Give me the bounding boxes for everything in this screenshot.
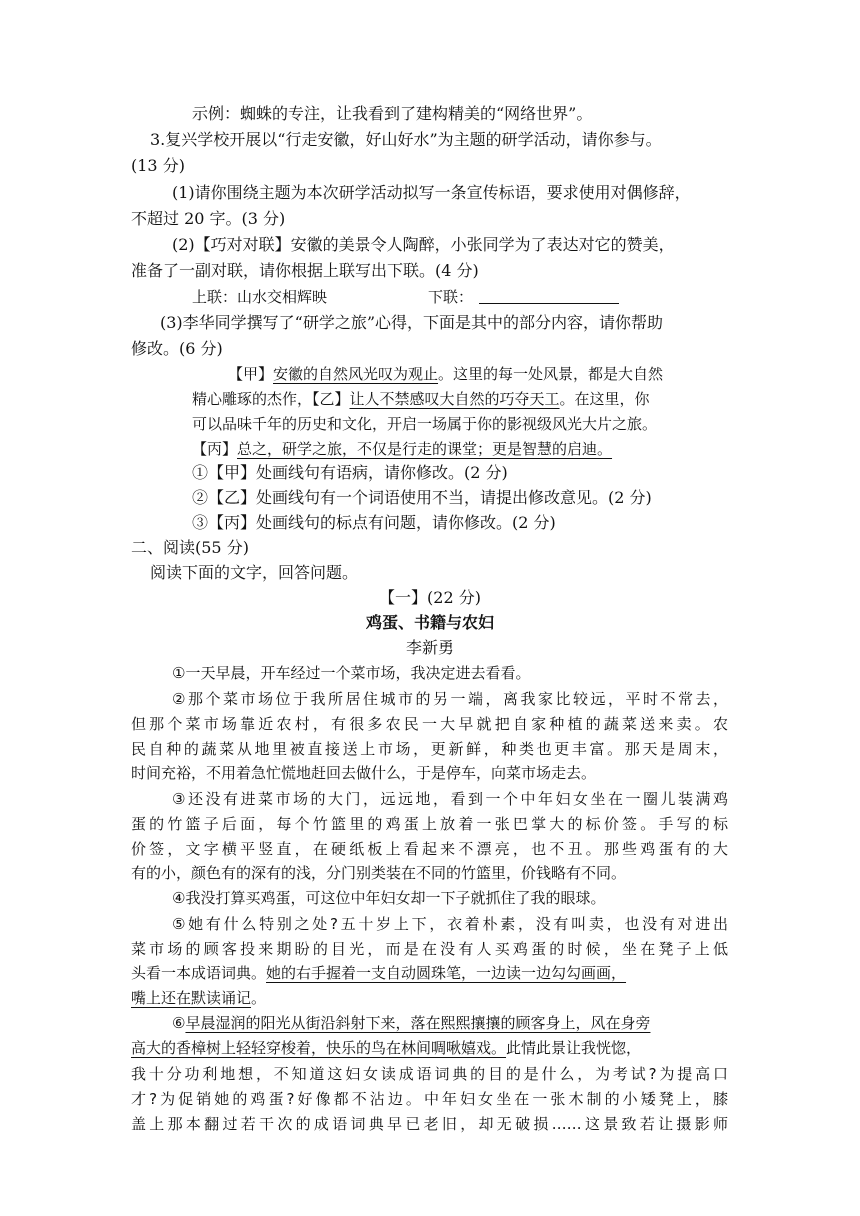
q3-3-line-1: (3)李华同学撰写了“研学之旅”心得，下面是其中的部分内容，请你帮助 — [160, 313, 664, 332]
underlined-sentence-5b: 嘴上还在默读诵记 — [131, 989, 252, 1007]
underlined-sentence-5a: 她的右手握着一支自动圆珠笔，一边读一边勾勾画画， — [266, 964, 627, 982]
reading-instruction: 阅读下面的文字，回答问题。 — [150, 563, 359, 582]
question-3-score: (13 分) — [131, 156, 185, 175]
question-3-heading: 3.复兴学校开展以“行走安徽，好山好水”为主题的研学活动，请你参与。 — [150, 130, 662, 149]
paragraph-6-line-5: 盖上那本翻过若干次的成语词典早已老旧，却无破损……这景致若让摄影师 — [131, 1115, 728, 1133]
paragraph-2-line-3: 民自种的蔬菜从地里被直接送上市场，更新鲜，种类也更丰富。那天是周末， — [131, 740, 728, 758]
section-2-heading: 二、阅读(55 分) — [131, 538, 249, 557]
paragraph-1: ①一天早晨，开车经过一个菜市场，我决定进去看看。 — [172, 664, 531, 682]
passage-line-2 — [192, 388, 650, 410]
paragraph-6-line-1 — [172, 1012, 650, 1034]
paragraph-6-line-3: 我十分功利地想，不知道这妇女读成语词典的目的是什么，为考试?为提高口 — [131, 1065, 728, 1083]
underlined-sentence-yi: 让人不禁感叹大自然的巧夺天工 — [349, 390, 560, 408]
couplet-lower-label: 下联： — [428, 288, 474, 306]
paragraph-2-line-1: ②那个菜市场位于我所居住城市的另一端，离我家比较远，平时不常去， — [172, 690, 728, 708]
paragraph-3-line-1: ③还没有进菜市场的大门，远远地，看到一个中年妇女坐在一圈儿装满鸡 — [172, 790, 728, 808]
paragraph-text: 。 — [251, 989, 267, 1007]
subquestion-3: ③【丙】处画线句的标点有问题，请你修改。(2 分) — [192, 513, 556, 532]
answer-blank[interactable] — [479, 287, 619, 304]
passage-line-4 — [192, 438, 612, 460]
article-author: 李新勇 — [405, 638, 454, 657]
paragraph-5-line-1: ⑤她有什么特别之处?五十岁上下，衣着朴素，没有叫卖，也没有对进出 — [172, 915, 728, 933]
q3-3-line-2: 修改。(6 分) — [131, 339, 223, 358]
marker-jia: 【甲】 — [228, 365, 274, 383]
underlined-sentence-jia: 安徽的自然风光叹为观止 — [273, 365, 439, 383]
marker-bing: 【丙】 — [192, 440, 238, 458]
passage-line-3: 可以品味千年的历史和文化，开启一场属于你的影视级风光大片之旅。 — [192, 415, 658, 433]
paragraph-number: ⑥ — [172, 1014, 186, 1032]
paragraph-text: 头看一本成语词典。 — [131, 964, 267, 982]
q3-2-line-1: (2)【巧对对联】安徽的美景令人陶醉，小张同学为了表达对它的赞美， — [172, 235, 675, 254]
couplet-upper: 上联：山水交相辉映 — [192, 288, 328, 306]
underlined-sentence-bing: 总之，研学之旅，不仅是行走的课堂；更是智慧的启迪。 — [237, 440, 613, 458]
paragraph-5-line-2: 菜市场的顾客投来期盼的目光，而是在没有人买鸡蛋的时候，坐在凳子上低 — [131, 940, 728, 958]
article-title: 鸡蛋、书籍与农妇 — [365, 613, 494, 632]
passage-text: 精心雕琢的杰作，【乙】 — [192, 390, 350, 408]
passage-line-1 — [228, 363, 663, 385]
q3-1-line-1: (1)请你围绕主题为本次研学活动拟写一条宣传标语，要求使用对偶修辞， — [172, 183, 691, 202]
q3-2-line-2: 准备了一副对联，请你根据上联写出下联。(4 分) — [131, 261, 479, 280]
paragraph-2-line-2: 但那个菜市场靠近农村，有很多农民一大早就把自家种植的蔬菜送来卖。农 — [131, 715, 728, 733]
subquestion-2: ②【乙】处画线句有一个词语使用不当，请提出修改意见。(2 分) — [192, 488, 652, 507]
passage-text: 。这里的每一处风景，都是大自然 — [438, 365, 664, 383]
passage-text: 。在这里，你 — [559, 390, 650, 408]
paragraph-text: 此情此景让我恍惚， — [506, 1039, 642, 1057]
underlined-sentence-6a: 早晨湿润的阳光从街沿斜射下来，落在熙熙攘攘的顾客身上，风在身旁 — [185, 1014, 651, 1032]
example-line: 示例：蜘蛛的专注，让我看到了建构精美的“网络世界”。 — [192, 104, 593, 123]
part-1-heading: 【一】(22 分) — [379, 588, 481, 607]
paragraph-2-line-4: 时间充裕，不用着急忙慌地赶回去做什么，于是停车，向菜市场走去。 — [131, 764, 597, 782]
paragraph-6-line-4: 才?为促销她的鸡蛋?好像都不沾边。中年妇女坐在一张木制的小矮凳上，膝 — [131, 1090, 728, 1108]
paragraph-3-line-2: 蛋的竹篮子后面，每个竹篮里的鸡蛋上放着一张巴掌大的标价签。手写的标 — [131, 815, 728, 833]
underlined-sentence-6b: 高大的香樟树上轻轻穿梭着，快乐的鸟在林间啁啾嬉戏。 — [131, 1039, 507, 1057]
paragraph-6-line-2 — [131, 1037, 641, 1059]
paragraph-5-line-3 — [131, 962, 626, 984]
paragraph-3-line-4: 有的小，颜色有的深有的浅，分门别类装在不同的竹篮里，价钱略有不同。 — [131, 864, 627, 882]
paragraph-5-line-4 — [131, 987, 266, 1009]
q3-1-line-2: 不超过 20 字。(3 分) — [131, 209, 286, 228]
couplet-lower — [428, 286, 619, 308]
subquestion-1: ①【甲】处画线句有语病，请你修改。(2 分) — [192, 463, 508, 482]
paragraph-3-line-3: 价签，文字横平竖直，在硬纸板上看起来不漂亮，也不丑。那些鸡蛋有的大 — [131, 840, 728, 858]
paragraph-4: ④我没打算买鸡蛋，可这位中年妇女却一下子就抓住了我的眼球。 — [172, 889, 606, 907]
